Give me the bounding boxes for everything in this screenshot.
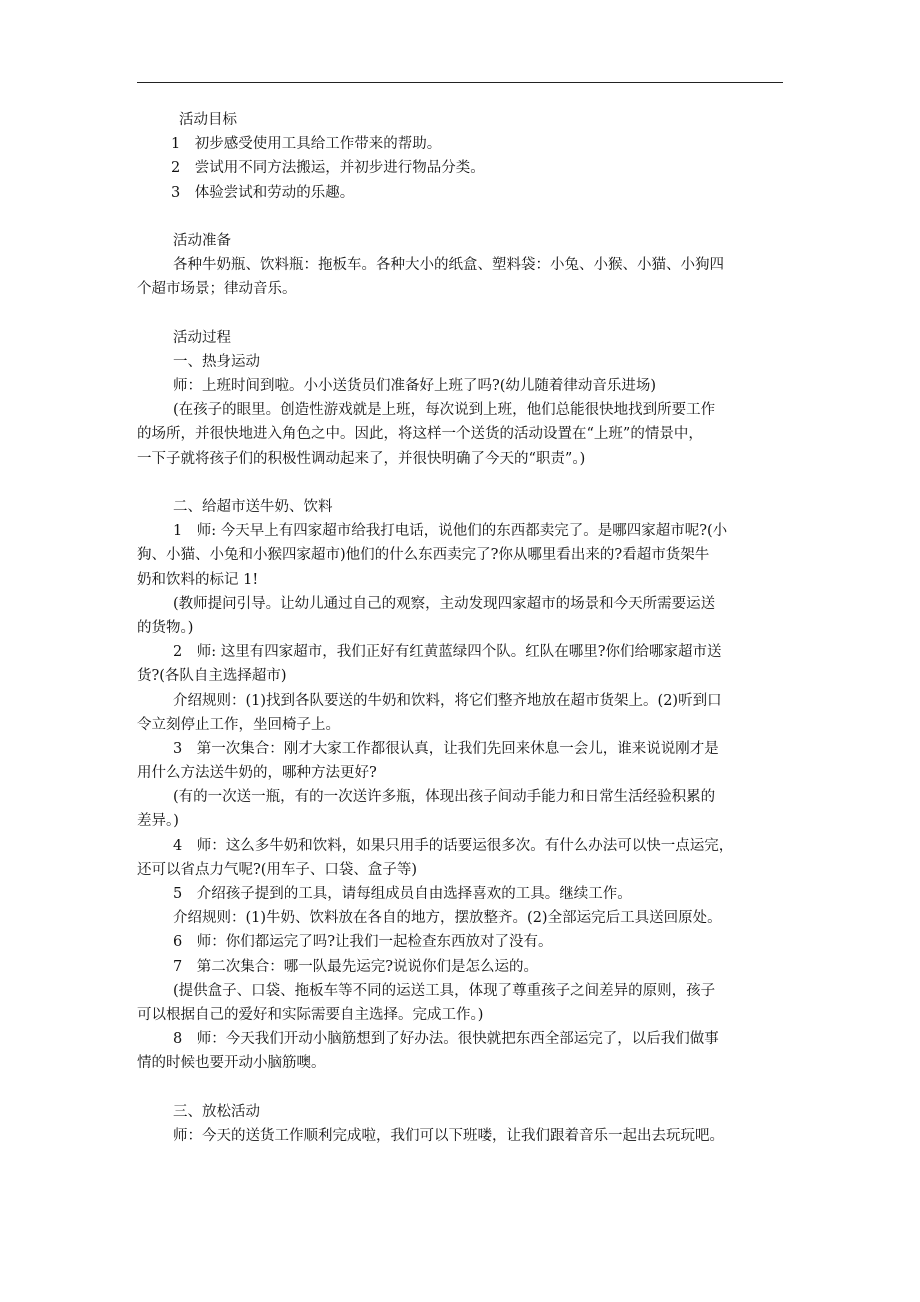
rules-2: 介绍规则：(1)牛奶、饮料放在各自的地方，摆放整齐。(2)全部运完后工具送回原处。 <box>173 910 722 927</box>
step-2-line-2: 货?(各队自主选择超市) <box>137 668 287 685</box>
note-3-line-1: (有的一次送一瓶，有的一次送许多瓶，体现出孩子间动手能力和日常生活经验积累的 <box>173 789 716 806</box>
prep-line-2: 个超市场景；律动音乐。 <box>137 281 297 298</box>
goal-item-1: 1 初步感受使用工具给工作带来的帮助。 <box>171 136 442 153</box>
rules-1-line-1: 介绍规则：(1)找到各队要送的牛奶和饮料，将它们整齐地放在超市货架上。(2)听到口 <box>173 692 722 709</box>
warmup-note-3: 一下子就将孩子们的积极性调动起来了，并很快明确了今天的“职责”。) <box>137 450 586 467</box>
goal-item-2: 2 尝试用不同方法搬运，并初步进行物品分类。 <box>171 160 485 177</box>
step-3-line-2: 用什么方法送牛奶的，哪种方法更好? <box>137 765 377 782</box>
step-8-line-1: 8 师：今天我们开动小脑筋想到了好办法。很快就把东西全部运完了，以后我们做事 <box>173 1031 719 1048</box>
delivery-title: 二、给超市送牛奶、饮料 <box>173 499 333 515</box>
document-body <box>137 108 783 1148</box>
rules-1-line-2: 令立刻停止工作，坐回椅子上。 <box>137 716 340 733</box>
warmup-note-2: 的场所，并很快地进入角色之中。因此，将这样一个送货的活动设置在“上班”的情景中， <box>137 426 703 443</box>
step-1-line-3: 奶和饮料的标记 1! <box>137 571 259 588</box>
step-1-line-1: 1 师: 今天早上有四家超市给我打电话，说他们的东西都卖完了。是哪四家超市呢?(小 <box>173 523 728 540</box>
header-rule <box>137 82 783 83</box>
step-4-line-2: 还可以省点力气呢?(用车子、口袋、盒子等) <box>137 861 418 878</box>
note-1-line-1: (教师提问引导。让幼儿通过自己的观察，主动发现四家超市的场景和今天所需要运送 <box>173 595 716 612</box>
step-8-line-2: 情的时候也要开动小脑筋噢。 <box>137 1055 326 1072</box>
warmup-title: 一、热身运动 <box>173 353 260 370</box>
goal-item-3: 3 体验尝试和劳动的乐趣。 <box>171 184 355 201</box>
step-2-line-1: 2 师: 这里有四家超市，我们正好有红黄蓝绿四个队。红队在哪里?你们给哪家超市送 <box>173 644 722 661</box>
step-1-line-2: 狗、小猫、小兔和小猴四家超市)他们的什么东西卖完了?你从哪里看出来的?看超市货架牛 <box>137 547 710 564</box>
warmup-note-1: (在孩子的眼里。创造性游戏就是上班，每次说到上班，他们总能很快地找到所要工作 <box>173 402 716 419</box>
process-heading: 活动过程 <box>173 329 231 346</box>
relax-teacher: 师：今天的送货工作顺利完成啦，我们可以下班喽，让我们跟着音乐一起出去玩玩吧。 <box>173 1127 724 1144</box>
note-7-line-2: 可以根据自己的爱好和实际需要自主选择。完成工作。) <box>137 1006 484 1023</box>
note-7-line-1: (提供盒子、口袋、拖板车等不同的运送工具，体现了尊重孩子之间差异的原则，孩子 <box>173 982 716 999</box>
step-7: 7 第二次集合：哪一队最先运完?说说你们是怎么运的。 <box>173 958 538 975</box>
note-1-line-2: 的货物。) <box>137 619 194 636</box>
step-4-line-1: 4 师：这么多牛奶和饮料，如果只用手的话要运很多次。有什么办法可以快一点运完， <box>173 837 734 854</box>
step-6: 6 师：你们都运完了吗?让我们一起检查东西放对了没有。 <box>173 934 553 951</box>
relax-title: 三、放松活动 <box>173 1103 260 1120</box>
goals-heading: 活动目标 <box>179 112 237 128</box>
note-3-line-2: 差异。) <box>137 813 179 830</box>
step-5: 5 介绍孩子提到的工具，请每组成员自由选择喜欢的工具。继续工作。 <box>173 886 632 902</box>
prep-line-1: 各种牛奶瓶、饮料瓶：拖板车。各种大小的纸盒、塑料袋：小兔、小猴、小猫、小狗四 <box>173 257 724 274</box>
prep-heading: 活动准备 <box>173 232 231 249</box>
step-3-line-1: 3 第一次集合：刚才大家工作都很认真，让我们先回来休息一会儿，谁来说说刚才是 <box>173 740 719 757</box>
warmup-teacher: 师：上班时间到啦。小小送货员们准备好上班了吗?(幼儿随着律动音乐进场) <box>173 378 657 395</box>
